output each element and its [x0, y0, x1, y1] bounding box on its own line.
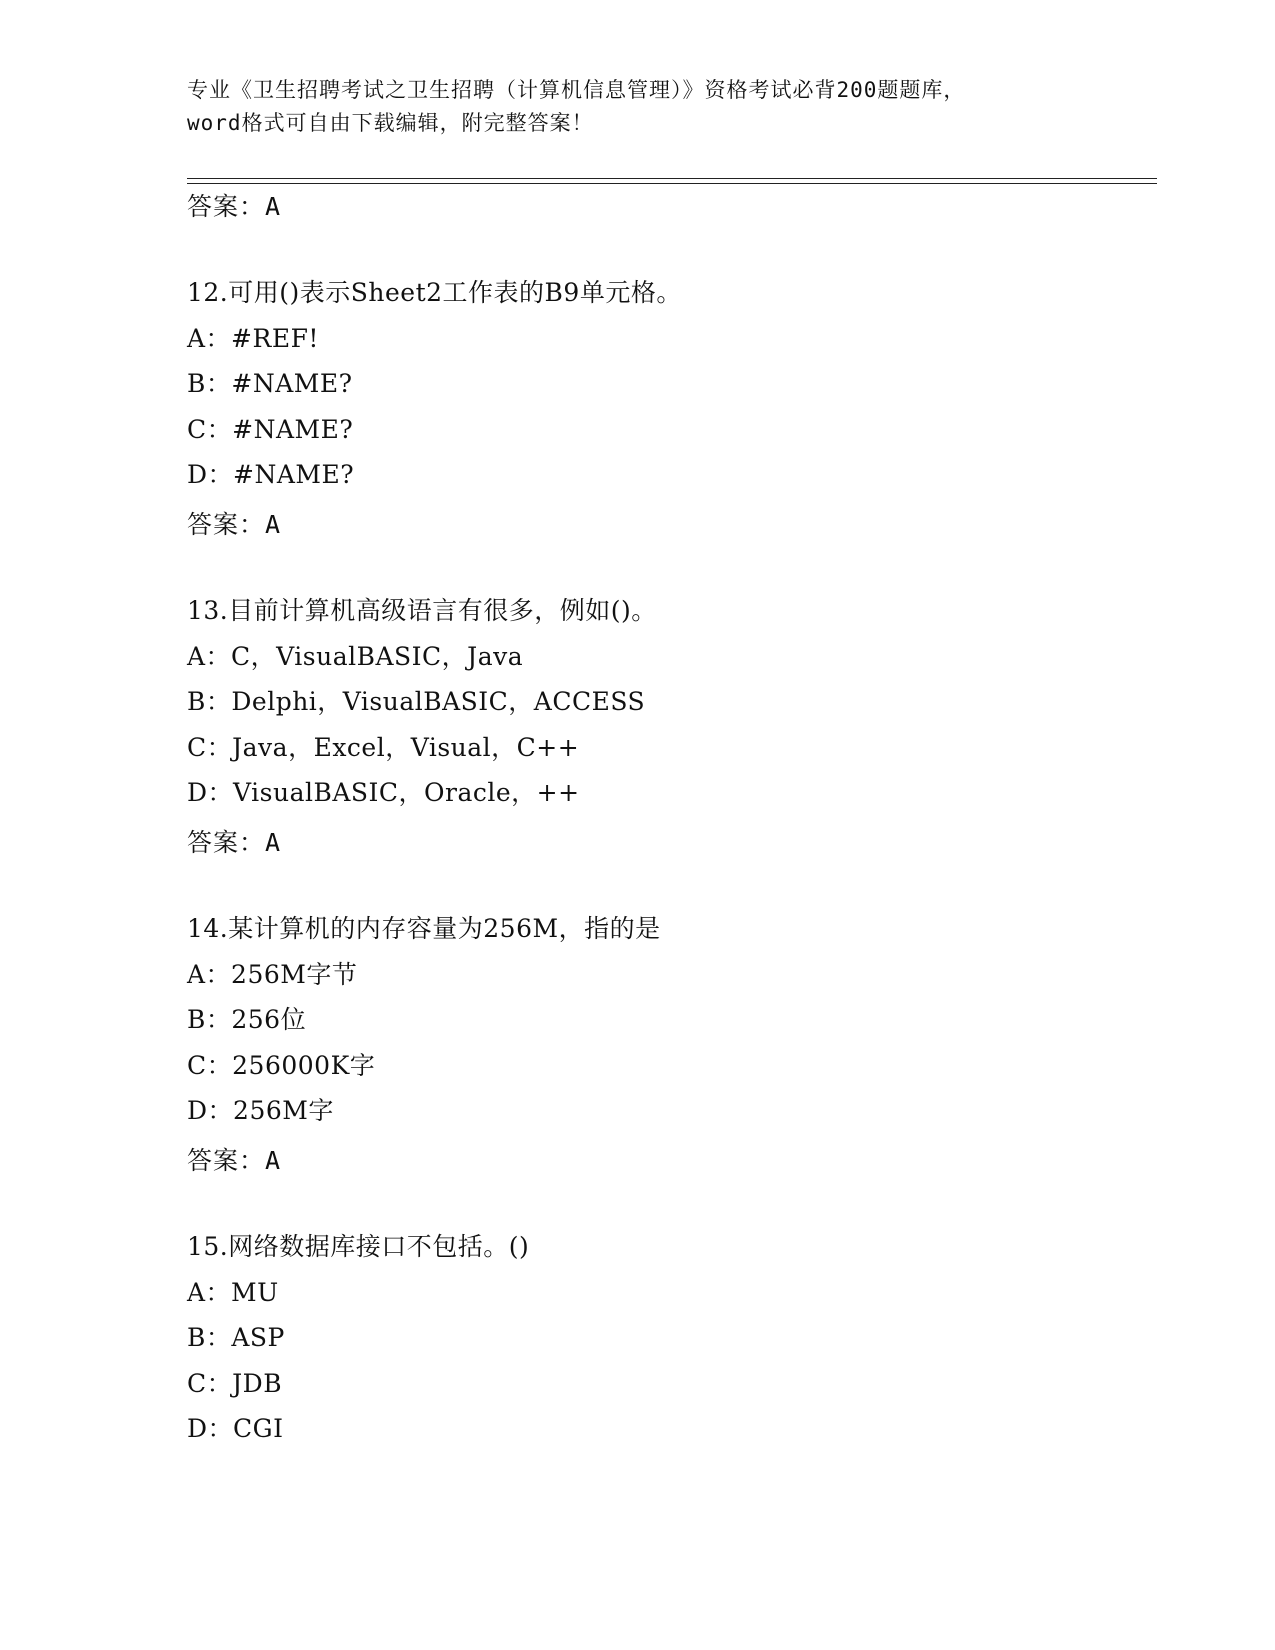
option-b: B：ASP: [187, 1323, 285, 1352]
answer-label: 答案：A: [187, 1146, 282, 1175]
header-line-1: 专业《卫生招聘考试之卫生招聘（计算机信息管理）》资格考试必背200题题库，: [187, 78, 966, 102]
question-text: 13.目前计算机高级语言有很多，例如()。: [187, 596, 657, 625]
option-d: D：CGI: [187, 1414, 284, 1443]
question-text: 12.可用()表示Sheet2工作表的B9单元格。: [187, 278, 682, 307]
question-15: [187, 1230, 1187, 1458]
question-14: [187, 912, 1187, 1140]
header-line-2: word格式可自由下载编辑，附完整答案！: [187, 111, 594, 135]
option-d: D：#NAME?: [187, 460, 355, 489]
option-b: B：Delphi，VisualBASIC，ACCESS: [187, 687, 646, 716]
option-c: C：#NAME?: [187, 414, 354, 444]
option-b: B：256位: [187, 1005, 307, 1034]
answer-label: 答案：A: [187, 828, 282, 857]
header-divider: [187, 178, 1157, 184]
option-c: C：Java，Excel，Visual，C++: [187, 732, 580, 762]
option-c: C：256000K字: [187, 1050, 376, 1080]
question-13: [187, 594, 1187, 822]
option-a: A：MU: [187, 1277, 279, 1307]
question-12: [187, 276, 1187, 504]
answer-label: 答案：A: [187, 192, 282, 221]
question-text: 15.网络数据库接口不包括。(): [187, 1232, 530, 1261]
option-d: D：256M字: [187, 1096, 334, 1125]
question-text: 14.某计算机的内存容量为256M，指的是: [187, 914, 661, 943]
answer-label: 答案：A: [187, 510, 282, 539]
option-b: B：#NAME?: [187, 369, 353, 398]
document-header: [187, 74, 1087, 140]
option-c: C：JDB: [187, 1368, 283, 1398]
option-a: A：#REF!: [187, 323, 319, 353]
option-a: A：256M字节: [187, 959, 358, 989]
option-a: A：C，VisualBASIC，Java: [187, 641, 524, 671]
option-d: D：VisualBASIC，Oracle，++: [187, 778, 580, 807]
